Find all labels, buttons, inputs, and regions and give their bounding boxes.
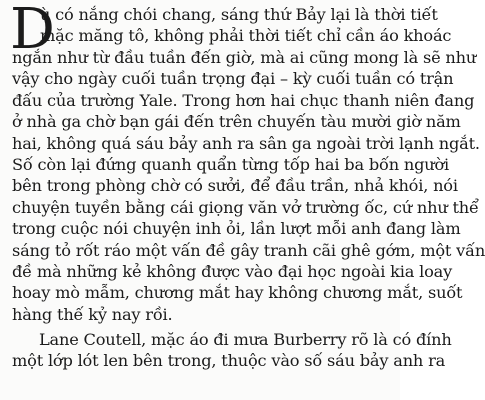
text-line: ù có nắng chói chang, sáng thứ Bảy lại là thời tiết <box>40 5 438 24</box>
text-line: ngắn như từ đầu tuần đến giờ, mà ai cũng mong là sẽ như <box>12 48 477 67</box>
text-line: hoay mò mẫm, chương mắt hay không chương mắt, suốt <box>12 283 463 303</box>
paragraph-body <box>12 47 485 372</box>
first-lines <box>40 4 452 47</box>
text-line: một lớp lót len bên trong, thuộc vào số sáu bảy anh ra <box>12 351 446 371</box>
text-line: sáng tỏ rốt ráo một vấn đề gây tranh cãi ghê gớm, một vấn <box>12 240 485 260</box>
text-line: Số còn lại đứng quanh quẩn từng tốp hai ba bốn người <box>12 154 450 174</box>
text-line: hai, không quá sáu bảy anh ra sân ga ngoài trời lạnh ngắt. <box>12 133 480 153</box>
text-line: Lane Coutell, mặc áo đi mưa Burberry rõ là có đính <box>39 330 452 350</box>
drop-cap-letter: D <box>10 0 55 62</box>
text-line: đấu của trường Yale. Trong hơn hai chục thanh niên đang <box>12 90 475 110</box>
text-line: chuyện tuyền bằng cái giọng văn vở trường ốc, cứ như thể <box>12 197 479 217</box>
text-line: trong cuộc nói chuyện inh ỏi, lần lượt mỗi anh đang làm <box>12 219 461 239</box>
text-line: vậy cho ngày cuối tuần trọng đại – kỳ cuối tuần có trận <box>12 69 454 89</box>
text-line: bên trong phòng chờ có sưởi, để đầu trần, nhả khói, nói <box>12 176 458 196</box>
text-line: hàng thế kỷ nay rồi. <box>12 304 173 324</box>
text-line: đề mà những kẻ không được vào đại học ngoài kia loay <box>12 261 453 281</box>
text-line: ở nhà ga chờ bạn gái đến trên chuyến tàu mười giờ năm <box>12 112 461 132</box>
text-line: mặc măng tô, không phải thời tiết chỉ cần áo khoác <box>40 26 452 46</box>
